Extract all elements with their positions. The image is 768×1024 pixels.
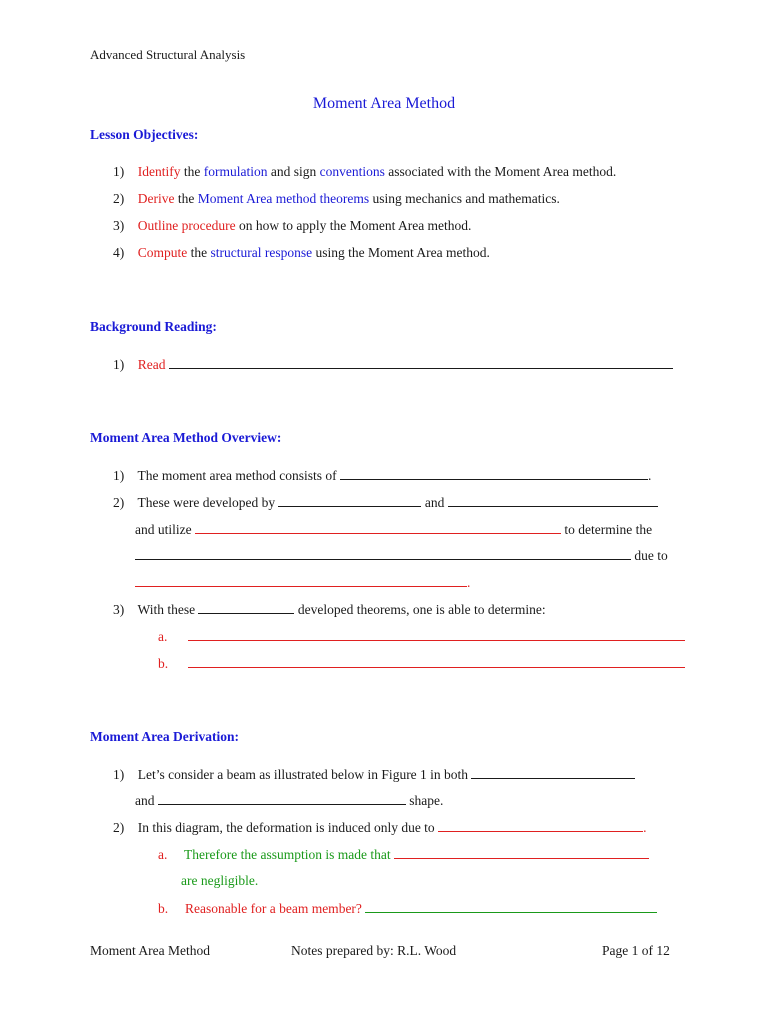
derivation-sub-a-line-2: are negligible. — [181, 873, 259, 888]
blank-line-red — [438, 819, 643, 832]
page-title: Moment Area Method — [312, 95, 456, 112]
list-number: 2) — [113, 191, 125, 206]
overview-heading: Moment Area Method Overview: — [90, 430, 282, 445]
objective-item-1 — [113, 164, 616, 180]
list-number: 4) — [113, 245, 125, 260]
text: and — [424, 495, 445, 510]
derivation-sub-a — [158, 846, 649, 863]
blank-line — [135, 547, 631, 560]
blank-line — [471, 766, 635, 779]
text: using the Moment Area method. — [312, 245, 490, 260]
derivation-sub-b — [158, 900, 657, 917]
text: shape. — [409, 793, 444, 808]
overview-item-2-line-2 — [135, 521, 652, 538]
list-number: 2) — [113, 495, 125, 510]
text: The moment area method consists of — [137, 468, 337, 483]
derivation-heading: Moment Area Derivation: — [90, 729, 239, 744]
list-number: 2) — [113, 820, 125, 835]
text: developed theorems, one is able to determine: — [297, 602, 546, 617]
keyword: formulation — [203, 164, 268, 179]
keyword: Identify — [137, 164, 181, 179]
list-number: 1) — [113, 468, 125, 483]
overview-item-3 — [113, 601, 546, 618]
text: associated with the Moment Area method. — [384, 164, 617, 179]
sub-label: b. — [158, 656, 169, 671]
overview-item-2-line-3 — [135, 547, 668, 564]
footer-center: Notes prepared by: R.L. Wood — [291, 943, 457, 958]
keyword: Read — [137, 357, 166, 372]
text: using mechanics and mathematics. — [369, 191, 560, 206]
blank-line-red — [195, 521, 561, 534]
keyword: Derive — [137, 191, 175, 206]
list-number: 3) — [113, 218, 125, 233]
overview-sub-a — [158, 628, 685, 645]
list-number: 3) — [113, 602, 125, 617]
blank-line-red — [188, 628, 685, 641]
objective-item-2 — [113, 191, 560, 207]
overview-item-2-line-4 — [135, 574, 470, 591]
blank-line-red — [188, 655, 685, 668]
sub-label: b. — [158, 901, 169, 916]
keyword: Moment Area method theorems — [197, 191, 370, 206]
sub-label: a. — [158, 847, 168, 862]
list-number: 1) — [113, 767, 125, 782]
text: . — [643, 820, 647, 835]
text: and sign — [267, 164, 320, 179]
footer-right: Page 1 of 12 — [602, 943, 670, 958]
keyword: Compute — [137, 245, 188, 260]
background-heading: Background Reading: — [90, 319, 217, 334]
text: . — [467, 575, 471, 590]
keyword: conventions — [319, 164, 385, 179]
running-header: Advanced Structural Analysis — [90, 47, 246, 62]
footer-left: Moment Area Method — [90, 943, 210, 958]
derivation-item-1-line-2 — [135, 792, 443, 809]
keyword: structural response — [210, 245, 313, 260]
text: on how to apply the Moment Area method. — [235, 218, 472, 233]
list-number: 1) — [113, 164, 125, 179]
text: the — [187, 245, 211, 260]
text: due to — [634, 548, 668, 563]
text: and — [135, 793, 155, 808]
blank-line — [365, 900, 657, 913]
objective-item-4 — [113, 245, 490, 261]
text: . — [647, 468, 652, 483]
text: to determine the — [564, 522, 653, 537]
overview-item-1 — [113, 467, 651, 484]
text: These were developed by — [137, 495, 276, 510]
derivation-item-1 — [113, 766, 635, 783]
blank-line — [278, 494, 421, 507]
blank-line — [169, 356, 673, 369]
text: the — [180, 164, 204, 179]
text: Reasonable for a beam member? — [185, 901, 362, 916]
text: With these — [137, 602, 196, 617]
text: In this diagram, the deformation is induced only due to — [137, 820, 435, 835]
overview-item-2 — [113, 494, 658, 511]
text: the — [174, 191, 198, 206]
blank-line — [198, 601, 294, 614]
list-number: 1) — [113, 357, 125, 372]
blank-line-red — [394, 846, 649, 859]
objective-item-3 — [113, 218, 471, 234]
text: Therefore the assumption is made that — [184, 847, 391, 862]
objectives-heading: Lesson Objectives: — [90, 127, 199, 142]
text: and utilize — [135, 522, 192, 537]
blank-line-red — [135, 574, 467, 587]
sub-label: a. — [158, 629, 168, 644]
derivation-item-2 — [113, 819, 646, 836]
blank-line — [340, 467, 648, 480]
background-item-1 — [113, 356, 673, 373]
overview-sub-b — [158, 655, 685, 672]
blank-line — [448, 494, 658, 507]
blank-line — [158, 792, 406, 805]
text: Let’s consider a beam as illustrated below in Figure 1 in both — [137, 767, 469, 782]
keyword: Outline procedure — [137, 218, 236, 233]
